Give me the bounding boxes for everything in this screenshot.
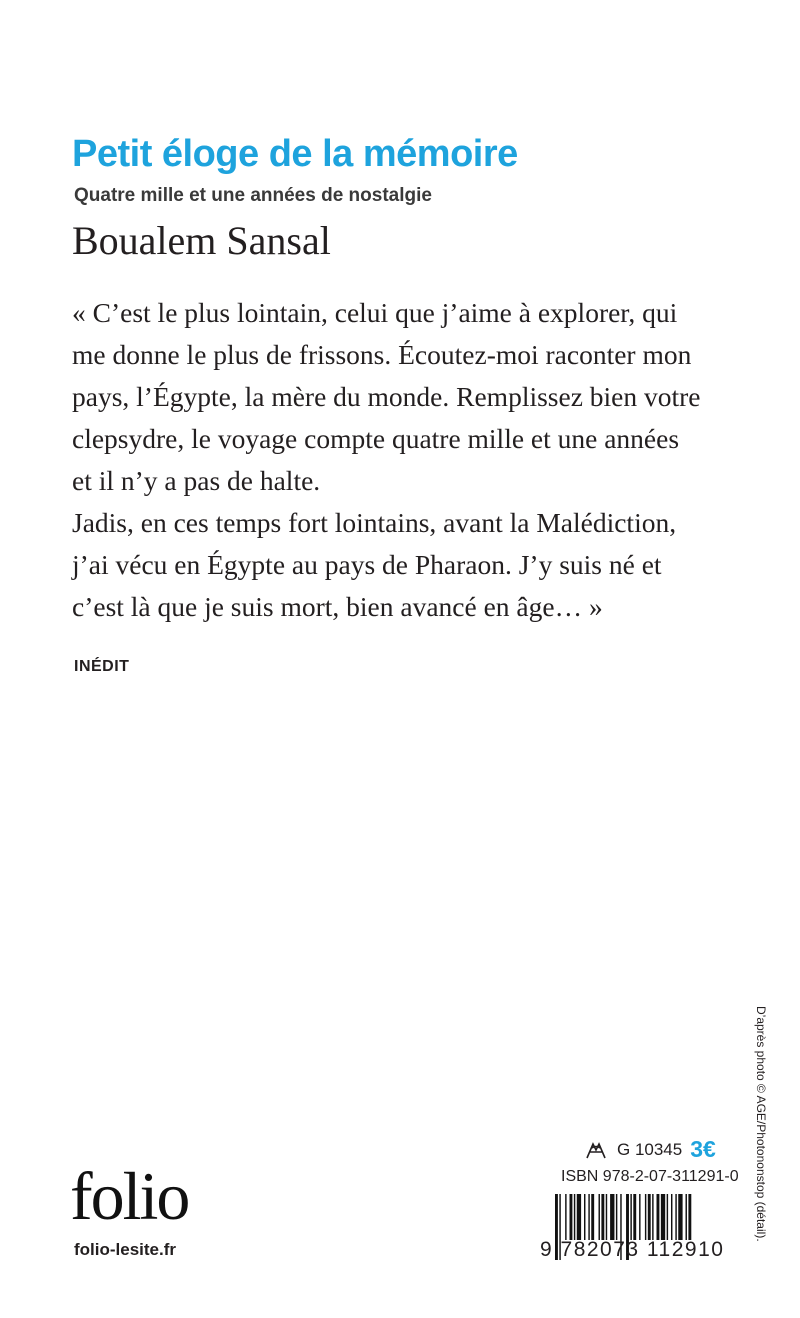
barcode-digits: 9 782073 112910 bbox=[540, 1238, 725, 1261]
barcode-bar bbox=[661, 1194, 665, 1240]
barcode-bar bbox=[630, 1194, 631, 1240]
barcode-bar bbox=[588, 1194, 589, 1240]
barcode-bar bbox=[675, 1194, 676, 1240]
blurb-line: me donne le plus de frissons. Écoutez-moi raconter mon bbox=[72, 339, 692, 370]
barcode-bar bbox=[599, 1194, 600, 1240]
barcode-bar bbox=[688, 1194, 691, 1240]
back-cover-blurb bbox=[72, 292, 732, 628]
barcode-bar bbox=[565, 1194, 566, 1240]
barcode-bar bbox=[601, 1194, 604, 1240]
book-subtitle: Quatre mille et une années de nostalgie bbox=[74, 185, 432, 206]
book-title: Petit éloge de la mémoire bbox=[72, 133, 518, 175]
price: 3€ bbox=[690, 1136, 716, 1162]
barcode-bar bbox=[574, 1194, 575, 1240]
barcode-bar bbox=[606, 1194, 607, 1240]
publisher-website: folio-lesite.fr bbox=[74, 1240, 177, 1259]
blurb-line: clepsydre, le voyage compte quatre mille et une années bbox=[72, 423, 680, 454]
barcode-bar bbox=[633, 1194, 636, 1240]
isbn: ISBN 978-2-07-311291-0 bbox=[561, 1168, 739, 1185]
barcode-bar bbox=[671, 1194, 672, 1240]
barcode-bar bbox=[645, 1194, 646, 1240]
barcode-bar bbox=[616, 1194, 617, 1240]
photo-credit: D’après photo © AGE/Photononstop (détail). bbox=[754, 1006, 768, 1242]
blurb-line: pays, l’Égypte, la mère du monde. Remplissez bien votre bbox=[72, 381, 701, 412]
barcode-bar bbox=[570, 1194, 573, 1240]
blurb-line: Jadis, en ces temps fort lointains, avant la Malédiction, bbox=[72, 507, 677, 538]
blurb-line: et il n’y a pas de halte. bbox=[72, 465, 321, 496]
blurb-line: j’ai vécu en Égypte au pays de Pharaon. J’y suis né et bbox=[72, 549, 662, 580]
barcode-bar bbox=[584, 1194, 585, 1240]
price-row bbox=[585, 1136, 716, 1163]
barcode-bar bbox=[577, 1194, 581, 1240]
barcode-bar bbox=[591, 1194, 594, 1240]
barcode-bar bbox=[657, 1194, 660, 1240]
barcode-bar bbox=[667, 1194, 668, 1240]
folio-logo: folio bbox=[70, 1158, 189, 1234]
unpublished-label: INÉDIT bbox=[74, 658, 130, 675]
barcode-bar bbox=[610, 1194, 614, 1240]
blurb-line: c’est là que je suis mort, bien avancé en âge… » bbox=[72, 591, 603, 622]
barcode-bar bbox=[648, 1194, 651, 1240]
catalog-code: G 10345 bbox=[617, 1139, 683, 1159]
blurb-line: « C’est le plus lointain, celui que j’aime à explorer, qui bbox=[72, 297, 678, 328]
barcode-bar bbox=[686, 1194, 687, 1240]
gallimard-mark-icon bbox=[585, 1140, 607, 1160]
barcode-bar bbox=[678, 1194, 682, 1240]
author-name: Boualem Sansal bbox=[72, 218, 331, 263]
barcode-bar bbox=[639, 1194, 640, 1240]
barcode-bar bbox=[652, 1194, 653, 1240]
